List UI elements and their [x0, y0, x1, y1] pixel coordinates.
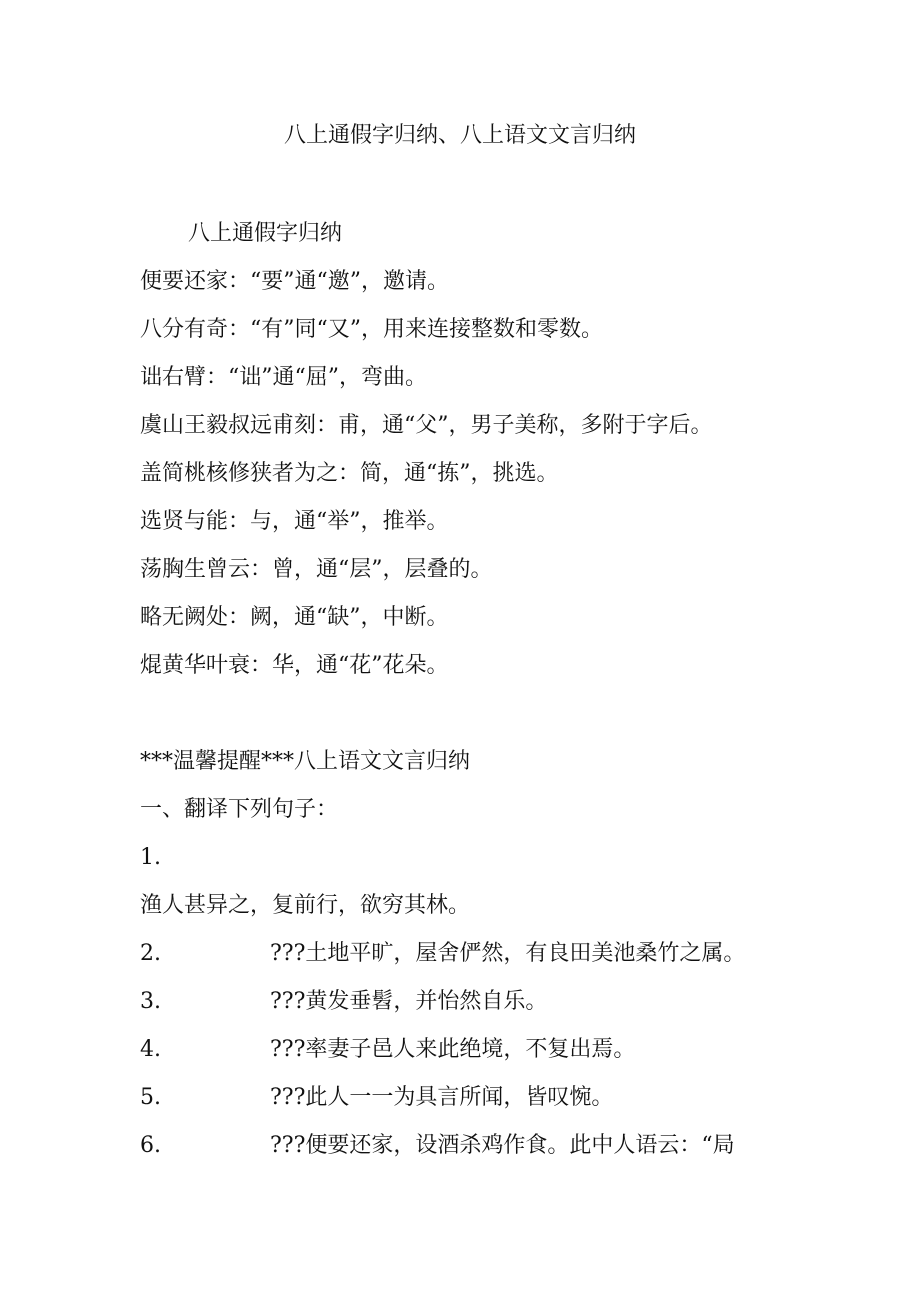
tongjiazi-item: 虞山王毅叔远甫刻：甫，通“父”，男子美称，多附于字后。 [140, 413, 713, 438]
document-title: 八上通假字归纳、八上语文文言归纳 [283, 123, 636, 148]
tongjiazi-item: 略无阙处：阙，通“缺”，中断。 [140, 605, 449, 630]
translate-sentence: ???此人一一为具言所闻，皆叹惋。 [270, 1085, 614, 1110]
section-subheading-translate: 一、翻译下列句子： [140, 797, 339, 822]
item-number: 2. [140, 941, 161, 966]
tongjiazi-item: 荡胸生曾云：曾，通“层”，层叠的。 [140, 557, 493, 582]
section-heading-tongjiazi: 八上通假字归纳 [188, 221, 343, 246]
translate-sentence: 渔人甚异之，复前行，欲穷其林。 [140, 893, 471, 918]
tongjiazi-item: 盖简桃核修狭者为之：简，通“拣”，挑选。 [140, 461, 559, 486]
tongjiazi-item: 诎右臂：“诎”通“屈”，弯曲。 [140, 365, 427, 390]
tongjiazi-item: 焜黄华叶衰：华，通“花”花朵。 [140, 653, 449, 678]
translate-sentence: ???土地平旷，屋舍俨然，有良田美池桑竹之属。 [270, 941, 746, 966]
tongjiazi-item: 八分有奇：“有”同“又”，用来连接整数和零数。 [140, 317, 603, 342]
translate-sentence: ???便要还家，设酒杀鸡作食。此中人语云：“局 [270, 1133, 735, 1158]
tongjiazi-item: 选贤与能：与，通“举”，推举。 [140, 509, 449, 534]
translate-sentence: ???黄发垂髫，并怡然自乐。 [270, 989, 548, 1014]
translate-sentence: ???率妻子邑人来此绝境，不复出焉。 [270, 1037, 636, 1062]
tongjiazi-item: 便要还家：“要”通“邀”，邀请。 [140, 269, 449, 294]
item-number: 5. [140, 1085, 161, 1110]
item-number: 4. [140, 1037, 161, 1062]
item-number: 1. [140, 845, 161, 870]
item-number: 6. [140, 1133, 161, 1158]
section-heading-wenyan: ***温馨提醒***八上语文文言归纳 [140, 749, 471, 774]
item-number: 3. [140, 989, 161, 1014]
